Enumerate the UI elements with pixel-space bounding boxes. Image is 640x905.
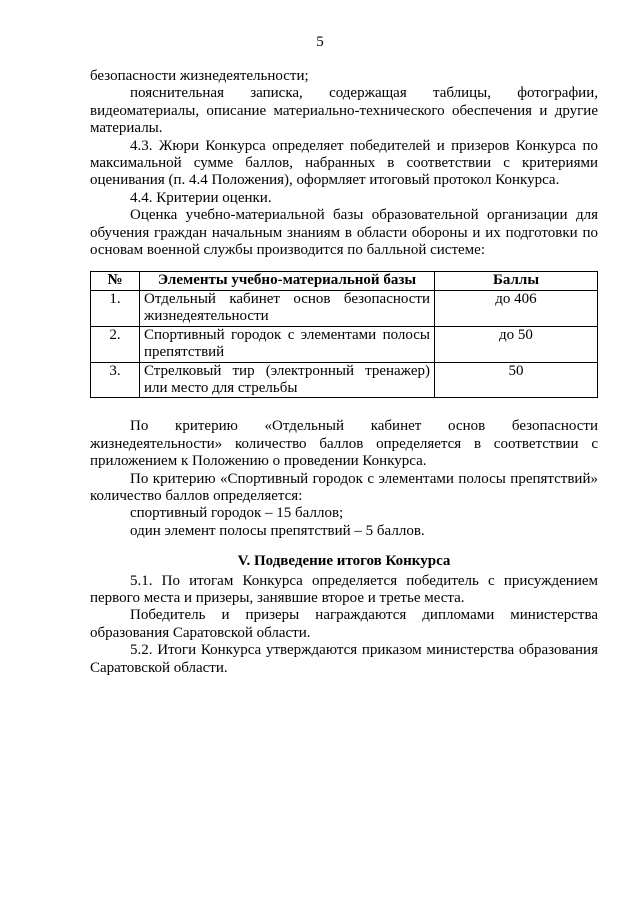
paragraph-ojb-end: безопасности жизнедеятельности; (90, 68, 309, 84)
row-score: до 406 (435, 290, 598, 326)
criteria-table (90, 271, 598, 398)
paragraph-awards: Победитель и призеры награждаются дипломами министерства образования Саратовской области. (90, 607, 598, 641)
row-score: 50 (435, 362, 598, 398)
section-v-heading: V. Подведение итогов Конкурса (237, 553, 451, 570)
paragraph-obstacle-score: один элемент полосы препятствий – 5 баллов. (130, 522, 425, 539)
paragraph-5-1: 5.1. По итогам Конкурса определяется победитель с присуждением первого места и призеры, занявшие второе и третье места. (90, 572, 598, 606)
document-body (90, 68, 598, 677)
table-row (91, 326, 598, 362)
row-number: 2. (91, 326, 140, 362)
row-element: Стрелковый тир (электронный тренажер) или место для стрельбы (140, 362, 435, 398)
row-number: 3. (91, 362, 140, 398)
header-elements: Элементы учебно-материальной базы (140, 272, 435, 290)
paragraph-4-4: 4.4. Критерии оценки. (130, 189, 272, 206)
table-header-row (91, 272, 598, 290)
paragraph-criterion-cabinet: По критерию «Отдельный кабинет основ безопасности жизнедеятельности» количество баллов определяется в соответствии с приложением к Положению о проведении Конкурса. (90, 418, 598, 470)
paragraph-4-3: 4.3. Жюри Конкурса определяет победителей и призеров Конкурса по максимальной сумме баллов, набранных в соответствии с критериями оценивания (п. 4.4 Положения), оформляет итоговый протокол Конкурса. (90, 137, 598, 189)
row-number: 1. (91, 290, 140, 326)
paragraph-assessment: Оценка учебно-материальной базы образовательной организации для обучения граждан начальным знаниям в области обороны и их подготовки по основам военной службы производится по балльной системе: (90, 207, 598, 259)
paragraph-sports-town-score: спортивный городок – 15 баллов; (130, 505, 344, 522)
paragraph-explanatory-note: пояснительная записка, содержащая таблицы, фотографии, видеоматериалы, описание материально-технического обеспечения и другие материалы. (90, 85, 598, 137)
paragraph-criterion-sports: По критерию «Спортивный городок с элементами полосы препятствий» количество баллов определяется: (90, 470, 598, 504)
row-element: Отдельный кабинет основ безопасности жизнедеятельности (140, 290, 435, 326)
row-element: Спортивный городок с элементами полосы препятствий (140, 326, 435, 362)
row-score: до 50 (435, 326, 598, 362)
table-row (91, 362, 598, 398)
table-row (91, 290, 598, 326)
header-score: Баллы (435, 272, 598, 290)
page-number: 5 (316, 34, 324, 50)
paragraph-5-2: 5.2. Итоги Конкурса утверждаются приказом министерства образования Саратовской области. (90, 642, 598, 676)
header-number: № (91, 272, 140, 290)
